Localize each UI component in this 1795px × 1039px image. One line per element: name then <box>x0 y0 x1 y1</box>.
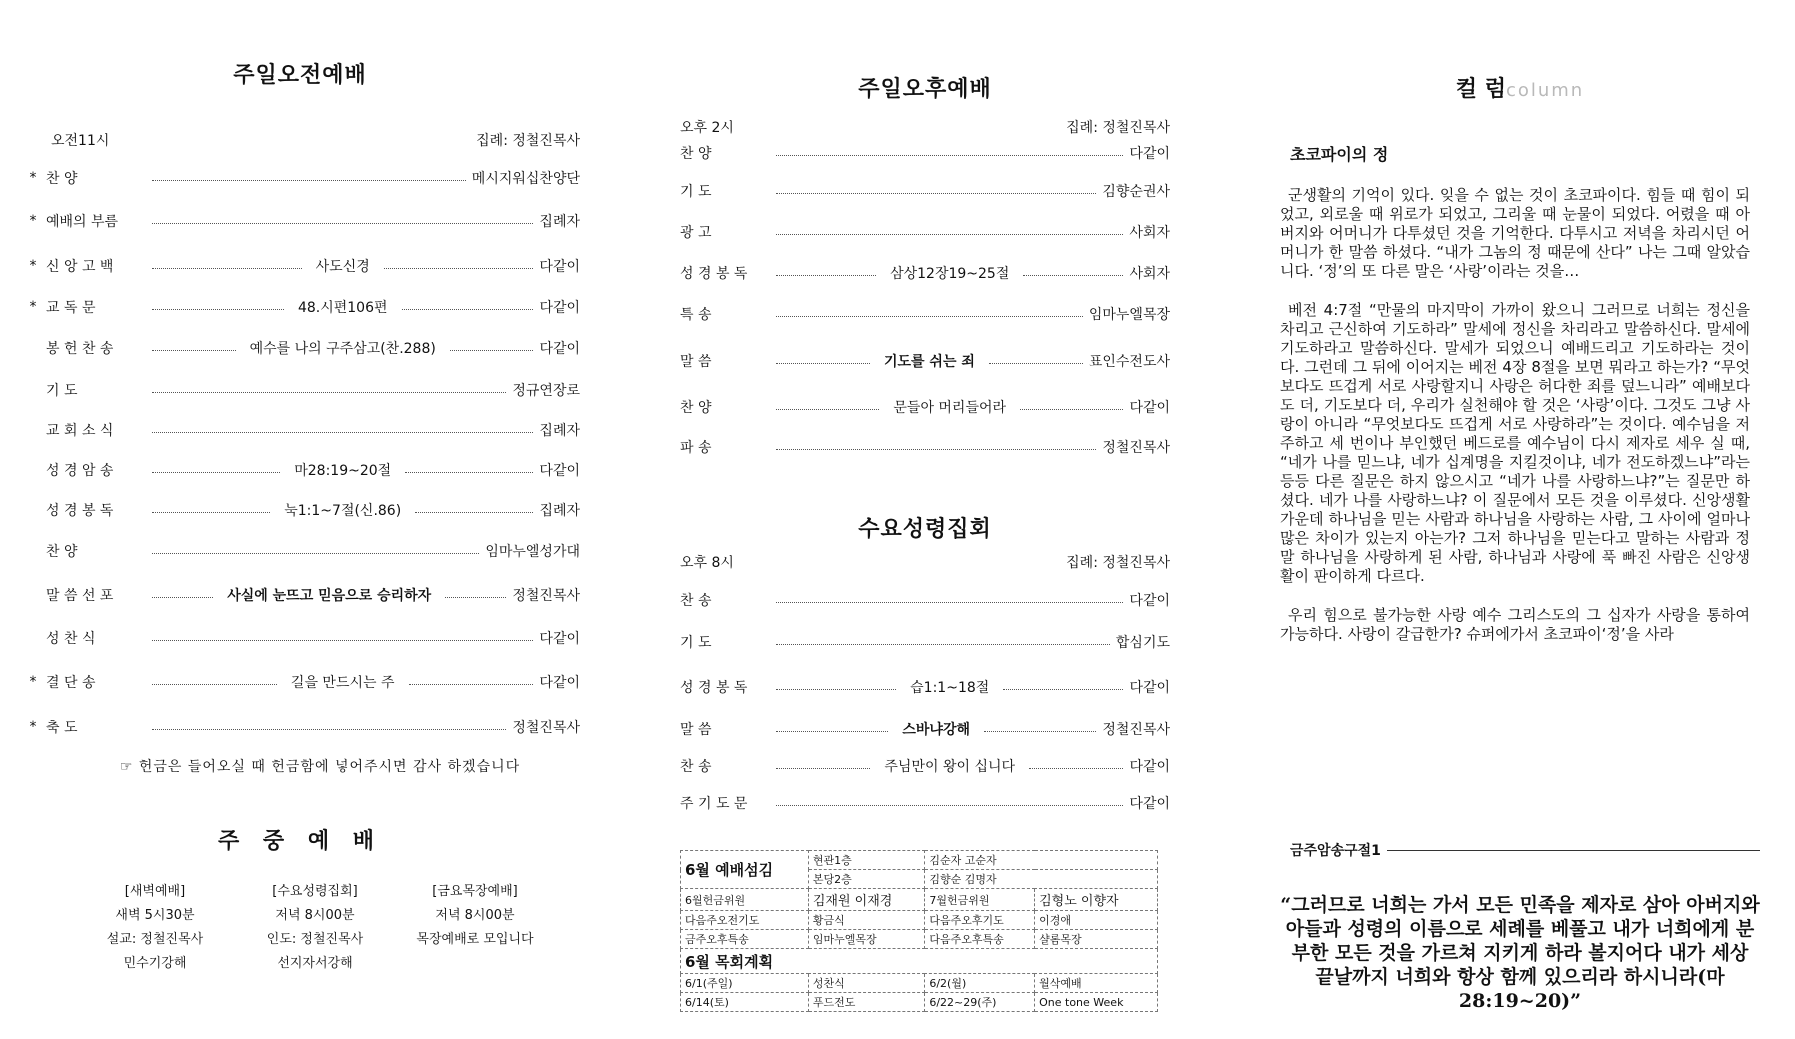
order-detail: 길을 만드시는 주 <box>290 675 395 691</box>
order-detail: 스바냐강해 <box>902 722 970 738</box>
order-row <box>20 672 580 692</box>
leader-dots <box>152 553 479 554</box>
table-row <box>681 930 1158 949</box>
order-label: 축 도 <box>46 720 78 736</box>
order-person: 다같이 <box>539 463 580 479</box>
leader-dots <box>776 363 870 364</box>
order-row <box>680 756 1170 776</box>
order-person: 다같이 <box>539 675 580 691</box>
column-title <box>1280 72 1760 103</box>
leader-dots <box>776 768 870 769</box>
wednesday-title: 수요성령집회 <box>858 517 992 542</box>
table-cell: 금주오후특송 <box>681 930 809 949</box>
order-person: 다같이 <box>1129 593 1170 609</box>
order-label: 성 경 암 송 <box>46 463 114 479</box>
standing-marker: * <box>29 170 37 186</box>
order-person: 다같이 <box>1129 759 1171 775</box>
morning-title: 주일오전예배 <box>233 63 367 88</box>
weekday-time: 저녁 8시00분 <box>435 908 515 923</box>
order-row <box>20 585 580 605</box>
leader-dots <box>402 309 534 310</box>
morning-time: 오전11시 <box>51 133 110 149</box>
leader-dots <box>1023 275 1123 276</box>
order-label: 성 경 봉 독 <box>680 680 748 696</box>
order-label: 찬 양 <box>46 171 78 187</box>
order-label: 예배의 부름 <box>46 214 119 230</box>
leader-dots <box>776 449 1096 450</box>
table-cell: 6/14(토) <box>681 993 809 1012</box>
order-person: 사회자 <box>1129 225 1170 241</box>
weekday-topic: 민수기강해 <box>123 956 187 971</box>
morning-column <box>20 0 580 1039</box>
offering-note: ☞ 헌금은 들어오실 때 헌금함에 넣어주시면 감사 하겠습니다 <box>119 759 521 775</box>
table-cell: 황금식 <box>808 911 924 930</box>
morning-header <box>51 130 580 150</box>
order-row <box>680 397 1170 417</box>
order-person: 다같이 <box>1129 796 1170 812</box>
table-cell: 6/2(월) <box>925 974 1035 993</box>
divider <box>1387 850 1760 851</box>
order-person: 정규연장로 <box>512 383 580 399</box>
essay-paragraph: 베전 4:7절 “만물의 마지막이 가까이 왔으니 그러므로 너희는 정신을 차리고 근신하여 기도하라” 말세에 정신을 차리라고 말씀하신다. 말세에 기도하라고 말씀하신다. 말세가 되었으니 예배드리고 기도하라는 것이다. 그런데 그 뒤에 이어지는 베전 4장 8절을 보면 뭐라고 하는가? “무엇보다도 뜨겁게 서로 사랑할지니 사랑은 허다한 죄를 덮느니라” 예배보다도 더, 기도보다 더, 우리가 실천해야 할 것은 ‘사랑’이다. 그것도 그냥 사랑이 아니라 “무엇보다도 뜨겁게 서로 사랑하라”는 것이다. 예수님을 저주하고 세 번이나 부인했던 베드로를 예수님이 다시 제자로 세우 실 때, “네가 나를 믿느냐, 네가 십계명을 지킬것이냐, 네가 전도하겠느냐”라는등등 다른 질문은 하지 않으시고 “네가 나를 사랑하느냐?”는 질문만 하셨다. 네가 나를 사랑하느냐? 이 질문에서 모든 것을 이루셨다. 신앙생활 가운데 하나님을 믿는 사람과 하나님을 사랑하는 사람, 그 사이에 얼마나 많은 차이가 있는지 아는가? 그저 하나님을 믿는다고 말하는 사람과 정말 하나님을 사랑하게 된 사람, 하나님과 사랑에 푹 빠진 사람은 신앙생활이 판이하게 다르다. <box>1280 301 1750 585</box>
weekday-leader: 인도: 정철진목사 <box>266 932 364 947</box>
standing-marker: * <box>29 719 37 735</box>
weekday-services <box>80 880 550 976</box>
afternoon-header <box>680 117 1170 137</box>
leader-dots <box>984 731 1096 732</box>
table-cell: 김재원 이재경 <box>808 889 924 911</box>
afternoon-title: 주일오후예배 <box>858 77 992 102</box>
leader-dots <box>152 684 277 685</box>
order-row <box>20 338 580 358</box>
table-cell: 김형노 이향자 <box>1035 889 1158 911</box>
order-person: 다같이 <box>539 631 580 647</box>
weekday-topic: 선지자서강해 <box>277 956 353 971</box>
order-person: 정철진목사 <box>512 720 580 736</box>
leader-dots <box>409 684 534 685</box>
order-label: 봉 헌 찬 송 <box>46 341 114 357</box>
weekday-leader: 목장예배로 모입니다 <box>416 932 534 947</box>
leader-dots <box>776 602 1123 603</box>
standing-marker: * <box>29 213 37 229</box>
table-cell: 7월헌금위원 <box>925 889 1035 911</box>
column-section <box>1280 0 1760 1039</box>
order-label: 찬 송 <box>680 593 712 609</box>
table-row <box>681 949 1158 974</box>
table-cell: 현관1층 <box>808 851 924 870</box>
order-label: 신 앙 고 백 <box>46 259 114 275</box>
order-person: 정철진목사 <box>1102 440 1170 456</box>
order-person: 다같이 <box>539 341 581 357</box>
wednesday-presider: 집례: 정철진목사 <box>1066 555 1170 571</box>
order-label: 찬 양 <box>680 146 712 162</box>
order-label: 광 고 <box>680 225 712 241</box>
memory-verse: “그러므로 너희는 가서 모든 민족을 제자로 삼아 아버지와 아들과 성령의 이름으로 세례를 베풀고 내가 너희에게 분부한 모든 것을 가르쳐 지키게 하라 볼지어다 내가 세상 끝날까지 너희와 항상 함께 있으리라 하시니라(마28:19~20)” <box>1280 894 1760 1012</box>
order-row <box>680 181 1170 201</box>
order-row <box>20 256 580 276</box>
order-row <box>680 304 1170 324</box>
leader-dots <box>152 597 213 598</box>
order-row <box>680 222 1170 242</box>
order-person: 다같이 <box>1129 400 1171 416</box>
order-label: 성 찬 식 <box>46 631 96 647</box>
weekday-time: 새벽 5시30분 <box>115 908 195 923</box>
order-label: 말 씀 <box>680 722 712 738</box>
leader-dots <box>152 640 533 641</box>
order-row <box>20 211 580 231</box>
order-row <box>20 168 580 188</box>
weekday-time: 저녁 8시00분 <box>275 908 355 923</box>
table-cell: 김순자 고순자 <box>925 851 1158 870</box>
order-person: 임마누엘목장 <box>1088 307 1170 323</box>
standing-marker: * <box>29 299 37 315</box>
leader-dots <box>776 409 879 410</box>
order-row <box>20 460 580 480</box>
order-row <box>20 420 580 440</box>
table-cell: 임마누엘목장 <box>808 930 924 949</box>
order-label: 교 회 소 식 <box>46 423 114 439</box>
order-person: 다같이 <box>539 300 581 316</box>
order-person: 합심기도 <box>1115 635 1170 651</box>
order-row <box>20 541 580 561</box>
leader-dots <box>989 363 1083 364</box>
table-row <box>681 889 1158 911</box>
order-detail: 주님만이 왕이 십니다 <box>884 759 1016 775</box>
leader-dots <box>152 180 466 181</box>
order-detail: 삼상12장19~25절 <box>890 266 1010 282</box>
order-person: 정철진목사 <box>512 588 580 604</box>
table-cell: 월삭예배 <box>1035 974 1158 993</box>
schedule-table <box>680 850 1158 1012</box>
leader-dots <box>415 512 533 513</box>
order-person: 집례자 <box>539 503 581 519</box>
order-row <box>680 590 1170 610</box>
standing-marker: * <box>29 258 37 274</box>
order-detail: 예수를 나의 구주삼고(찬.288) <box>249 341 436 357</box>
leader-dots <box>384 268 534 269</box>
order-detail: 48.시편106편 <box>297 300 388 316</box>
table-cell: 이경애 <box>1035 911 1158 930</box>
table-cell: 다음주오후특송 <box>925 930 1035 949</box>
table-cell: 다음주오후기도 <box>925 911 1035 930</box>
table-cell: 6/22~29(주) <box>925 993 1035 1012</box>
table-cell: 6/1(주일) <box>681 974 809 993</box>
leader-dots <box>152 309 284 310</box>
order-label: 찬 양 <box>680 400 712 416</box>
essay-title: 초코파이의 정 <box>1290 145 1389 164</box>
order-person: 다같이 <box>1129 680 1171 696</box>
leader-dots <box>445 597 506 598</box>
weekday-head: [금요목장예배] <box>432 884 518 899</box>
column-title-text: 컬 럼 <box>1455 77 1506 102</box>
table-cell: 다음주오전기도 <box>681 911 809 930</box>
order-label: 성 경 봉 독 <box>46 503 114 519</box>
column-subtitle: column <box>1505 80 1585 101</box>
order-person: 표인수전도사 <box>1088 354 1170 370</box>
leader-dots <box>1003 689 1123 690</box>
table-cell: 성찬식 <box>808 974 924 993</box>
verse-heading-text: 금주암송구절1 <box>1290 843 1381 859</box>
order-detail: 기도를 쉬는 죄 <box>883 354 975 370</box>
order-detail: 눅1:1~7절(신.86) <box>284 503 402 519</box>
order-label: 특 송 <box>680 307 712 323</box>
weekday-head: [새벽예배] <box>124 884 186 899</box>
order-detail: 문들아 머리들어라 <box>893 400 1007 416</box>
order-row <box>680 632 1170 652</box>
table-cell: 본당2층 <box>808 870 924 889</box>
order-label: 말 씀 선 포 <box>46 588 114 604</box>
order-row <box>680 677 1170 697</box>
order-row <box>680 263 1170 283</box>
order-label: 찬 양 <box>46 544 78 560</box>
order-detail: 습1:1~18절 <box>910 680 990 696</box>
order-row <box>20 297 580 317</box>
weekday-col-friday <box>400 880 550 976</box>
table-row <box>681 851 1158 870</box>
table-cell: 푸드전도 <box>808 993 924 1012</box>
order-row <box>680 793 1170 813</box>
leader-dots <box>776 275 876 276</box>
table-row <box>681 911 1158 930</box>
order-person: 집례자 <box>539 423 580 439</box>
order-person: 사회자 <box>1129 266 1171 282</box>
essay-paragraph: 우리 힘으로 불가능한 사랑 예수 그리스도의 그 십자가 사랑을 통하여 가능하다. 사랑이 갈급한가? 슈퍼에가서 초코파이‘정’을 사라 <box>1280 606 1750 643</box>
weekday-leader: 설교: 정철진목사 <box>106 932 204 947</box>
standing-marker: * <box>29 674 37 690</box>
order-label: 기 도 <box>680 184 712 200</box>
order-row <box>20 380 580 400</box>
order-row <box>680 437 1170 457</box>
essay-body <box>1280 186 1750 664</box>
wednesday-header <box>680 552 1170 572</box>
order-row <box>20 500 580 520</box>
table-cell: 김향순 김명자 <box>925 870 1158 889</box>
order-label: 파 송 <box>680 440 712 456</box>
table-cell: 샬롬목장 <box>1035 930 1158 949</box>
leader-dots <box>776 193 1096 194</box>
leader-dots <box>1029 768 1123 769</box>
plan-title: 6월 목회계획 <box>681 949 1158 974</box>
leader-dots <box>152 350 236 351</box>
order-detail: 사실에 눈뜨고 믿음으로 승리하자 <box>227 588 432 604</box>
order-person: 집례자 <box>539 214 580 230</box>
leader-dots <box>776 234 1123 235</box>
weekday-col-dawn <box>80 880 230 976</box>
afternoon-time: 오후 2시 <box>680 120 734 136</box>
leader-dots <box>776 316 1083 317</box>
leader-dots <box>776 644 1110 645</box>
order-row <box>680 143 1170 163</box>
order-person: 임마누엘성가대 <box>485 544 580 560</box>
leader-dots <box>776 689 896 690</box>
wednesday-time: 오후 8시 <box>680 555 734 571</box>
table-row <box>681 993 1158 1012</box>
table-cell: 6월헌금위원 <box>681 889 809 911</box>
afternoon-column <box>680 0 1170 1039</box>
order-label: 찬 송 <box>680 759 712 775</box>
leader-dots <box>152 432 533 433</box>
table-cell: One tone Week <box>1035 993 1158 1012</box>
leader-dots <box>776 731 888 732</box>
order-detail: 사도신경 <box>315 259 370 275</box>
leader-dots <box>152 729 506 730</box>
leader-dots <box>152 268 302 269</box>
order-row <box>20 628 580 648</box>
order-label: 말 씀 <box>680 354 712 370</box>
order-label: 기 도 <box>680 635 712 651</box>
leader-dots <box>776 155 1123 156</box>
order-person: 다같이 <box>1129 146 1170 162</box>
order-row <box>680 719 1170 739</box>
verse-heading <box>1290 840 1760 860</box>
leader-dots <box>152 392 506 393</box>
order-person: 메시지워십찬양단 <box>471 171 580 187</box>
weekday-title: 주 중 예 배 <box>218 829 382 854</box>
order-detail: 마28:19~20절 <box>294 463 392 479</box>
leader-dots <box>152 512 270 513</box>
order-row <box>680 351 1170 371</box>
order-label: 결 단 송 <box>46 675 96 691</box>
essay-paragraph: 군생활의 기억이 있다. 잊을 수 없는 것이 초코파이다. 힘들 때 힘이 되었고, 외로울 때 위로가 되었고, 그리울 때 눈물이 되었다. 어렸을 때 아버지와 어머니가 다투셨던 것을 기억한다. 다투시고 저녁을 차리시던 어머니가 한 말씀 하셨다. “내가 그놈의 정 때문에 산다” 나는 그때 알았습니다. ‘정’의 또 다른 말은 ‘사랑’이라는 것을… <box>1280 186 1750 280</box>
order-person: 다같이 <box>539 259 580 275</box>
service-title: 6월 예배섬김 <box>681 851 809 889</box>
order-label: 성 경 봉 독 <box>680 266 748 282</box>
order-label: 교 독 문 <box>46 300 96 316</box>
order-person: 김향순권사 <box>1102 184 1170 200</box>
leader-dots <box>152 223 533 224</box>
leader-dots <box>776 805 1123 806</box>
leader-dots <box>450 350 534 351</box>
table-row <box>681 974 1158 993</box>
order-label: 기 도 <box>46 383 78 399</box>
morning-presider: 집례: 정철진목사 <box>476 133 580 149</box>
leader-dots <box>152 472 280 473</box>
afternoon-presider: 집례: 정철진목사 <box>1066 120 1170 136</box>
weekday-head: [수요성령집회] <box>272 884 358 899</box>
leader-dots <box>1020 409 1123 410</box>
order-row <box>20 717 580 737</box>
leader-dots <box>405 472 533 473</box>
order-person: 정철진목사 <box>1102 722 1170 738</box>
order-label: 주 기 도 문 <box>680 796 748 812</box>
weekday-col-wednesday <box>240 880 390 976</box>
